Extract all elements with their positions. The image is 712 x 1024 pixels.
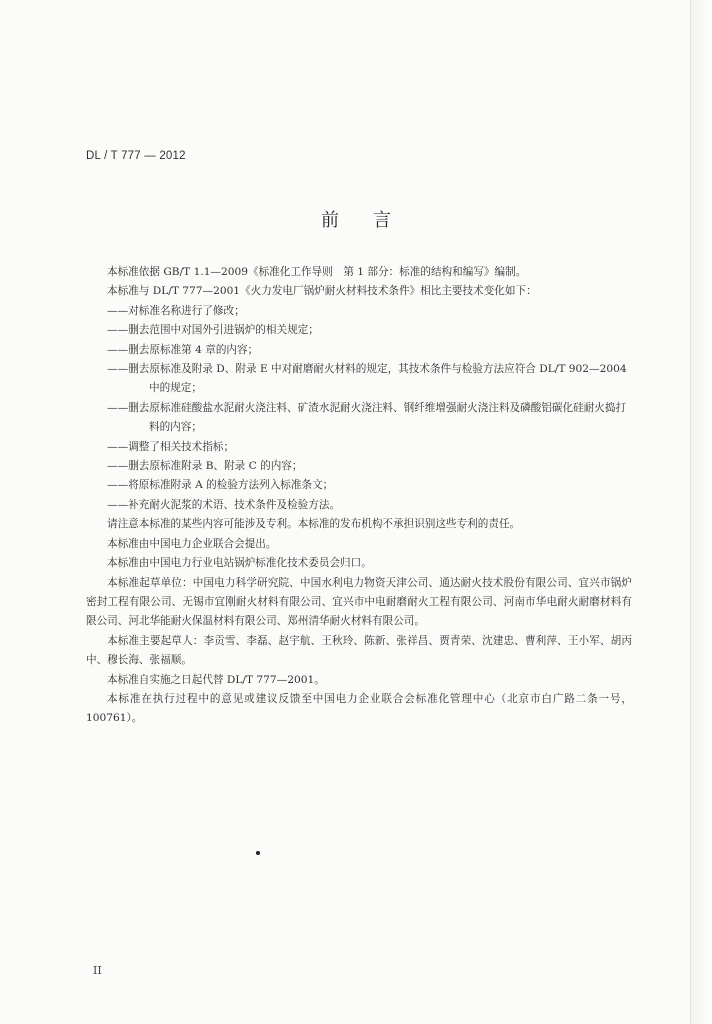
foreword-paragraph: 本标准自实施之日起代替 DL/T 777—2001。 (107, 673, 325, 686)
foreword-paragraph: 本标准在执行过程中的意见或建议反馈至中国电力企业联合会标准化管理中心（北京市白广路二条一号，100761）。 (86, 692, 632, 725)
foreword-paragraph: 本标准主要起草人：李贡雪、李磊、赵宇航、王秋玲、陈新、张祥昌、贾青荣、沈建忠、曹利萍、王小军、胡丙中、穆长海、张福顺。 (86, 634, 632, 667)
page-title: 前言 (321, 210, 425, 231)
page-number: II (93, 964, 102, 977)
foreword-paragraph: 本标准与 DL/T 777—2001《火力发电厂锅炉耐火材料技术条件》相比主要技术变化如下： (107, 285, 537, 298)
foreword-paragraph: ——补充耐火泥浆的术语、技术条件及检验方法。 (107, 498, 341, 511)
foreword-paragraph: 本标准依据 GB/T 1.1—2009《标准化工作导则 第 1 部分：标准的结构和编写》编制。 (107, 266, 527, 278)
foreword-paragraph: 本标准由中国电力行业电站锅炉标准化技术委员会归口。 (107, 557, 372, 570)
standard-code: DL / T 777 — 2012 (86, 150, 186, 162)
foreword-paragraph: ——删去原标准第 4 章的内容； (107, 343, 259, 356)
foreword-paragraph: 请注意本标准的某些内容可能涉及专利。本标准的发布机构不承担识别这些专利的责任。 (107, 518, 521, 531)
foreword-paragraph: 本标准起草单位：中国电力科学研究院、中国水利电力物资天津公司、通达耐火技术股份有限公司、宜兴市锅炉密封工程有限公司、无锡市宜刚耐火材料有限公司、宜兴市中电耐磨耐火工程有限公司、河南市华电耐火耐磨材料有限公司、河北华能耐火保温材料有限公司、郑州清华耐火材料有限公司。 (86, 576, 632, 628)
foreword-paragraph: ——将原标准附录 A 的检验方法列入标准条文； (107, 479, 334, 492)
scan-speck (256, 851, 260, 855)
foreword-paragraph: ——删去原标准硅酸盐水泥耐火浇注料、矿渣水泥耐火浇注料、钢纤维增强耐火浇注料及磷酸铝碳化硅耐火捣打料的内容； (107, 401, 627, 434)
foreword-paragraph: ——删去原标准附录 B、附录 C 的内容； (107, 460, 303, 473)
foreword-body (86, 263, 632, 729)
foreword-paragraph: ——删去范围中对国外引进锅炉的相关规定； (107, 324, 319, 337)
foreword-paragraph: ——调整了相关技术指标； (107, 440, 235, 453)
foreword-paragraph: ——对标准名称进行了修改； (107, 304, 245, 317)
page-edge (690, 0, 712, 1024)
foreword-paragraph: ——删去原标准及附录 D、附录 E 中对耐磨耐火材料的规定，其技术条件与检验方法应符合 DL/T 902—2004 中的规定； (107, 363, 627, 395)
foreword-paragraph: 本标准由中国电力企业联合会提出。 (107, 537, 277, 550)
